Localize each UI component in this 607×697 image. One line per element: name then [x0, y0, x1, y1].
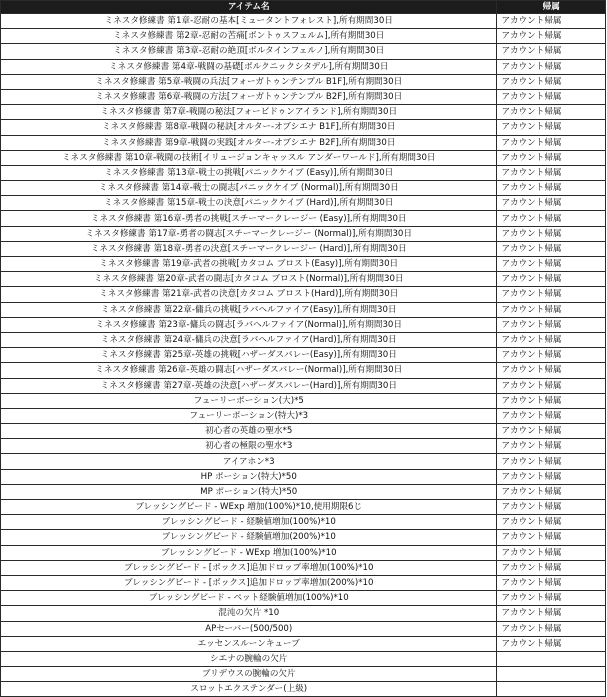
table-row — [1, 424, 606, 439]
binding-cell: アカウント帰属 — [497, 378, 606, 393]
binding-cell: アカウント帰属 — [497, 44, 606, 59]
binding-cell: アカウント帰属 — [497, 575, 606, 590]
item-name-cell: ブレッシングビード - [ボックス]追加ドロップ率増加(200%)*10 — [1, 575, 497, 590]
binding-cell: アカウント帰属 — [497, 363, 606, 378]
item-name-cell: ミネスタ修練書 第9章-戦闘の実践[オルター-オブシエナ B2F],所有期間30日 — [1, 135, 497, 150]
binding-cell: アカウント帰属 — [497, 560, 606, 575]
item-name-cell: ミネスタ修練書 第13章-戦士の挑戦[パニックケイブ (Easy)],所有期間30日 — [1, 165, 497, 180]
table-row — [1, 500, 606, 515]
item-name-cell: ブレッシングビード - 経験値増加(100%)*10 — [1, 515, 497, 530]
item-name-cell: ミネスタ修練書 第3章-忍耐の絶頂[ボルタインフェルノ],所有期間30日 — [1, 44, 497, 59]
binding-cell: アカウント帰属 — [497, 454, 606, 469]
table-row — [1, 272, 606, 287]
table-row — [1, 439, 606, 454]
binding-cell: アカウント帰属 — [497, 317, 606, 332]
binding-cell: アカウント帰属 — [497, 621, 606, 636]
binding-cell: アカウント帰属 — [497, 29, 606, 44]
binding-cell: アカウント帰属 — [497, 469, 606, 484]
binding-cell: アカウント帰属 — [497, 14, 606, 29]
item-name-cell: ミネスタ修練書 第27章-英雄の決意[ハザーダスバレー(Hard)],所有期間30日 — [1, 378, 497, 393]
table-row — [1, 89, 606, 104]
item-name-cell: ミネスタ修練書 第14章-戦士の闘志[パニックケイブ (Normal)],所有期間30日 — [1, 181, 497, 196]
item-name-cell: ブレッシングビード - WExp 増加(100%)*10,使用期限6じ — [1, 500, 497, 515]
binding-cell: アカウント帰属 — [497, 211, 606, 226]
item-name-cell: ミネスタ修練書 第5章-戦闘の兵法[フォーガトゥンテンプル B1F],所有期間30日 — [1, 74, 497, 89]
table-row — [1, 302, 606, 317]
item-name-cell: ブレッシングビード - 経験値増加(200%)*10 — [1, 530, 497, 545]
table-row — [1, 181, 606, 196]
binding-cell: アカウント帰属 — [497, 545, 606, 560]
table-row — [1, 211, 606, 226]
binding-cell: アカウント帰属 — [497, 591, 606, 606]
item-name-cell: ミネスタ修練書 第4章-戦闘の基礎[ボルクニックシタデル],所有期間30日 — [1, 59, 497, 74]
item-name-cell: ミネスタ修練書 第17章-勇者の闘志[スチーマークレージー (Normal)],所有期間30日 — [1, 226, 497, 241]
table-row — [1, 575, 606, 590]
item-name-cell: 混沌の欠片 *10 — [1, 606, 497, 621]
item-name-cell: ミネスタ修練書 第23章-傭兵の闘志[ラバヘルファイア(Normal)],所有期間30日 — [1, 317, 497, 332]
binding-cell: アカウント帰属 — [497, 515, 606, 530]
table-row — [1, 484, 606, 499]
table-row — [1, 120, 606, 135]
header-binding: 帰属 — [497, 1, 606, 14]
header-row — [1, 1, 606, 14]
binding-cell: アカウント帰属 — [497, 165, 606, 180]
binding-cell: アカウント帰属 — [497, 135, 606, 150]
binding-cell — [497, 651, 606, 666]
item-name-cell: ミネスタ修練書 第16章-勇者の挑戦[スチーマークレージー (Easy)],所有期間30日 — [1, 211, 497, 226]
binding-cell: アカウント帰属 — [497, 530, 606, 545]
binding-cell: アカウント帰属 — [497, 181, 606, 196]
table-row — [1, 317, 606, 332]
binding-cell: アカウント帰属 — [497, 257, 606, 272]
table-row — [1, 348, 606, 363]
binding-cell: アカウント帰属 — [497, 500, 606, 515]
item-name-cell: ブレッシングビード - ペット経験値増加(100%)*10 — [1, 591, 497, 606]
binding-cell: アカウント帰属 — [497, 348, 606, 363]
binding-cell: アカウント帰属 — [497, 424, 606, 439]
table-row — [1, 332, 606, 347]
item-name-cell: ミネスタ修練書 第25章-英雄の挑戦[ハザーダスバレー(Easy)],所有期間30日 — [1, 348, 497, 363]
binding-cell: アカウント帰属 — [497, 408, 606, 423]
table-row — [1, 606, 606, 621]
item-name-cell: ブレッシングビード - [ボックス]追加ドロップ率増加(100%)*10 — [1, 560, 497, 575]
item-name-cell: ミネスタ修練書 第18章-勇者の決意[スチーマークレージー (Hard)],所有期間30日 — [1, 241, 497, 256]
item-name-cell: スロットエクステンダー(上級) — [1, 682, 497, 697]
binding-cell: アカウント帰属 — [497, 302, 606, 317]
binding-cell: アカウント帰属 — [497, 484, 606, 499]
item-name-cell: ミネスタ修練書 第7章-戦闘の秘法[フォービドゥンアイランド],所有期間30日 — [1, 105, 497, 120]
table-row — [1, 241, 606, 256]
item-name-cell: ミネスタ修練書 第26章-英雄の闘志[ハザーダスバレー(Normal)],所有期間30日 — [1, 363, 497, 378]
item-name-cell: ブリデウスの腕輪の欠片 — [1, 667, 497, 682]
table-row — [1, 226, 606, 241]
table-row — [1, 393, 606, 408]
table-row — [1, 165, 606, 180]
binding-cell: アカウント帰属 — [497, 89, 606, 104]
table-row — [1, 29, 606, 44]
binding-cell: アカウント帰属 — [497, 59, 606, 74]
item-name-cell: ミネスタ修練書 第15章-戦士の決意[パニックケイブ (Hard)],所有期間30日 — [1, 196, 497, 211]
header-item-name: アイテム名 — [1, 1, 497, 14]
item-name-cell: ミネスタ修練書 第8章-戦闘の秘訣[オルター-オブシエナ B1F],所有期間30日 — [1, 120, 497, 135]
binding-cell: アカウント帰属 — [497, 196, 606, 211]
item-name-cell: ミネスタ修練書 第19章-武者の挑戦[カタコム ブロスト(Easy)],所有期間30日 — [1, 257, 497, 272]
binding-cell: アカウント帰属 — [497, 120, 606, 135]
table-row — [1, 150, 606, 165]
table-row — [1, 378, 606, 393]
table-row — [1, 636, 606, 651]
table-row — [1, 363, 606, 378]
binding-cell: アカウント帰属 — [497, 393, 606, 408]
item-name-cell: HP ポーション(特大)*50 — [1, 469, 497, 484]
table-row — [1, 530, 606, 545]
table-row — [1, 682, 606, 697]
item-name-cell: ミネスタ修練書 第2章-忍耐の苦痛[ボントゥスフェルム],所有期間30日 — [1, 29, 497, 44]
binding-cell: アカウント帰属 — [497, 606, 606, 621]
binding-cell: アカウント帰属 — [497, 150, 606, 165]
table-row — [1, 287, 606, 302]
item-name-cell: ブレッシングビード - WExp 増加(100%)*10 — [1, 545, 497, 560]
item-name-cell: アイアホン*3 — [1, 454, 497, 469]
table-row — [1, 105, 606, 120]
item-name-cell: フューリーポーション(大)*5 — [1, 393, 497, 408]
table-row — [1, 74, 606, 89]
item-name-cell: フューリーポーション(特大)*3 — [1, 408, 497, 423]
binding-cell: アカウント帰属 — [497, 105, 606, 120]
table-row — [1, 59, 606, 74]
table-row — [1, 14, 606, 29]
table-body — [1, 14, 606, 697]
table-row — [1, 408, 606, 423]
table-row — [1, 257, 606, 272]
table-row — [1, 591, 606, 606]
item-name-cell: ミネスタ修練書 第20章-武者の闘志[カタコム ブロスト(Normal)],所有期間30日 — [1, 272, 497, 287]
item-name-cell: 初心者の英雄の聖水*5 — [1, 424, 497, 439]
binding-cell: アカウント帰属 — [497, 272, 606, 287]
item-name-cell: 初心者の極限の聖水*3 — [1, 439, 497, 454]
item-name-cell: APセーバー(500/500) — [1, 621, 497, 636]
binding-cell — [497, 667, 606, 682]
binding-cell: アカウント帰属 — [497, 332, 606, 347]
table-row — [1, 469, 606, 484]
item-name-cell: ミネスタ修練書 第24章-傭兵の決意[ラバヘルファイア(Hard)],所有期間30日 — [1, 332, 497, 347]
table-row — [1, 545, 606, 560]
item-name-cell: ミネスタ修練書 第22章-傭兵の挑戦[ラバヘルファイア(Easy)],所有期間30日 — [1, 302, 497, 317]
table-row — [1, 515, 606, 530]
table-row — [1, 135, 606, 150]
table-row — [1, 560, 606, 575]
item-name-cell: MP ポーション(特大)*50 — [1, 484, 497, 499]
binding-cell — [497, 682, 606, 697]
table-row — [1, 621, 606, 636]
table-row — [1, 454, 606, 469]
item-name-cell: ミネスタ修練書 第1章-忍耐の基本[ミュータントフォレスト],所有期間30日 — [1, 14, 497, 29]
item-name-cell: シエナの腕輪の欠片 — [1, 651, 497, 666]
table-row — [1, 44, 606, 59]
item-name-cell: ミネスタ修練書 第10章-戦闘の技術[イリュージョンキャッスル アンダーワールド],所有期間30日 — [1, 150, 497, 165]
table-row — [1, 651, 606, 666]
binding-cell: アカウント帰属 — [497, 74, 606, 89]
item-name-cell: エッセンスルーンキューブ — [1, 636, 497, 651]
binding-cell: アカウント帰属 — [497, 226, 606, 241]
item-name-cell: ミネスタ修練書 第6章-戦闘の方法[フォーガトゥンテンプル B2F],所有期間30日 — [1, 89, 497, 104]
table-row — [1, 667, 606, 682]
item-name-cell: ミネスタ修練書 第21章-武者の決意[カタコム ブロスト(Hard)],所有期間30日 — [1, 287, 497, 302]
binding-cell: アカウント帰属 — [497, 241, 606, 256]
binding-cell: アカウント帰属 — [497, 636, 606, 651]
table-row — [1, 196, 606, 211]
binding-cell: アカウント帰属 — [497, 287, 606, 302]
binding-cell: アカウント帰属 — [497, 439, 606, 454]
